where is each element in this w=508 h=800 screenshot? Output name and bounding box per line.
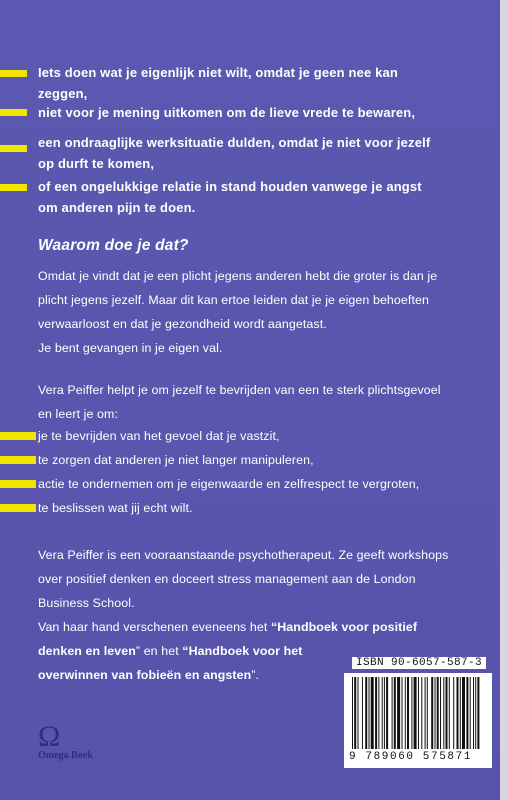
book-title: overwinnen van fobieën en angsten bbox=[38, 668, 252, 682]
barcode-bar bbox=[477, 677, 479, 749]
barcode-bar bbox=[449, 677, 450, 749]
barcode-bar bbox=[440, 677, 441, 749]
bullet-text: actie te ondernemen om je eigenwaarde en zelfrespect te vergroten, bbox=[38, 477, 420, 491]
barcode-digits: 9 789060 575871 bbox=[349, 751, 473, 763]
bullet-marker bbox=[0, 504, 36, 512]
barcode-bar bbox=[362, 677, 363, 749]
paragraph-line: Business School. bbox=[38, 596, 135, 610]
barcode-bar bbox=[435, 677, 436, 749]
barcode-bar bbox=[427, 677, 428, 749]
barcode-bar bbox=[371, 677, 374, 749]
barcode-bar bbox=[365, 677, 367, 749]
barcode-bar bbox=[421, 677, 422, 749]
bullet-text: op durft te komen, bbox=[38, 156, 155, 171]
publisher-logo bbox=[38, 722, 93, 761]
paragraph-line: Je bent gevangen in je eigen val. bbox=[38, 341, 223, 355]
paragraph-line: Vera Peiffer helpt je om jezelf te bevrijden van een te sterk plichtsgevoel bbox=[38, 383, 441, 397]
barcode-bar bbox=[405, 677, 406, 749]
barcode-bar bbox=[457, 677, 459, 749]
bullet-marker bbox=[0, 480, 36, 488]
barcode-bar bbox=[446, 677, 448, 749]
page-edge bbox=[500, 0, 508, 800]
barcode-bar bbox=[392, 677, 393, 749]
text-span: Van haar hand verschenen eveneens het bbox=[38, 620, 271, 634]
bullet-text: een ondraaglijke werksituatie dulden, omdat je niet voor jezelf bbox=[38, 135, 431, 150]
bullet-marker bbox=[0, 432, 36, 440]
barcode-bar bbox=[462, 677, 465, 749]
barcode-bar bbox=[394, 677, 396, 749]
bullet-text: niet voor je mening uitkomen om de lieve vrede te bewaren, bbox=[38, 105, 416, 120]
barcode-bar bbox=[354, 677, 356, 749]
text-span: ” en het bbox=[135, 644, 183, 658]
barcode-bar bbox=[475, 677, 476, 749]
paragraph-line: Vera Peiffer is een vooraanstaande psychotherapeut. Ze geeft workshops bbox=[38, 548, 449, 562]
paragraph-line: verwaarloost en dat je gezondheid wordt aangetast. bbox=[38, 317, 327, 331]
paragraph-line: over positief denken en doceert stress management aan de London bbox=[38, 572, 416, 586]
bullet-marker bbox=[0, 109, 27, 116]
barcode-bar bbox=[352, 677, 353, 749]
bullet-text: je te bevrijden van het gevoel dat je vastzit, bbox=[38, 429, 280, 443]
bullet-text: Iets doen wat je eigenlijk niet wilt, omdat je geen nee kan bbox=[38, 65, 398, 80]
barcode-bar bbox=[425, 677, 426, 749]
barcode-bar bbox=[382, 677, 383, 749]
text-span: ”. bbox=[251, 668, 260, 682]
barcode-bar bbox=[473, 677, 474, 749]
barcode-bar bbox=[460, 677, 461, 749]
bullet-marker bbox=[0, 70, 27, 77]
barcode-bar bbox=[414, 677, 417, 749]
paragraph-line: en leert je om: bbox=[38, 407, 119, 421]
barcode-bar bbox=[358, 677, 359, 749]
bullet-marker bbox=[0, 184, 27, 191]
barcode-bar bbox=[402, 677, 403, 749]
book-title: “Handboek voor positief bbox=[270, 620, 418, 634]
section-heading: Waarom doe je dat? bbox=[38, 237, 189, 254]
barcode bbox=[344, 673, 492, 768]
barcode-bar bbox=[375, 677, 377, 749]
barcode-bar bbox=[437, 677, 439, 749]
paragraph-line: Omdat je vindt dat je een plicht jegens anderen hebt die groter is dan je bbox=[38, 269, 438, 283]
barcode-bar bbox=[418, 677, 419, 749]
barcode-bar bbox=[443, 677, 444, 749]
bullet-text: zeggen, bbox=[38, 86, 88, 101]
barcode-bar bbox=[386, 677, 388, 749]
barcode-bar bbox=[453, 677, 454, 749]
barcode-bar bbox=[384, 677, 385, 749]
barcode-bar bbox=[431, 677, 433, 749]
bullet-text: te beslissen wat jij echt wilt. bbox=[38, 501, 193, 515]
barcode-bars bbox=[350, 677, 486, 749]
paragraph-line bbox=[38, 665, 259, 685]
bullet-marker bbox=[0, 145, 27, 152]
book-title: “Handboek voor het bbox=[182, 644, 303, 658]
book-title: denken en leven bbox=[38, 644, 136, 658]
bullet-text: of een ongelukkige relatie in stand houden vanwege je angst bbox=[38, 179, 422, 194]
isbn-label: ISBN 90-6057-587-3 bbox=[352, 657, 486, 669]
barcode-bar bbox=[411, 677, 412, 749]
bullet-text: om anderen pijn te doen. bbox=[38, 200, 196, 215]
barcode-bar bbox=[470, 677, 471, 749]
bullet-text: te zorgen dat anderen je niet langer manipuleren, bbox=[38, 453, 314, 467]
barcode-bar bbox=[369, 677, 370, 749]
barcode-bar bbox=[378, 677, 379, 749]
publisher-name: Omega Boek bbox=[38, 750, 93, 761]
omega-logo-icon: Ω bbox=[38, 720, 61, 753]
paragraph-line bbox=[38, 641, 303, 661]
paragraph-line: plicht jegens jezelf. Maar dit kan ertoe leiden dat je je eigen behoeften bbox=[38, 293, 429, 307]
barcode-bar bbox=[466, 677, 468, 749]
barcode-bar bbox=[397, 677, 400, 749]
bullet-marker bbox=[0, 456, 36, 464]
paragraph-line bbox=[38, 617, 417, 637]
barcode-bar bbox=[407, 677, 409, 749]
